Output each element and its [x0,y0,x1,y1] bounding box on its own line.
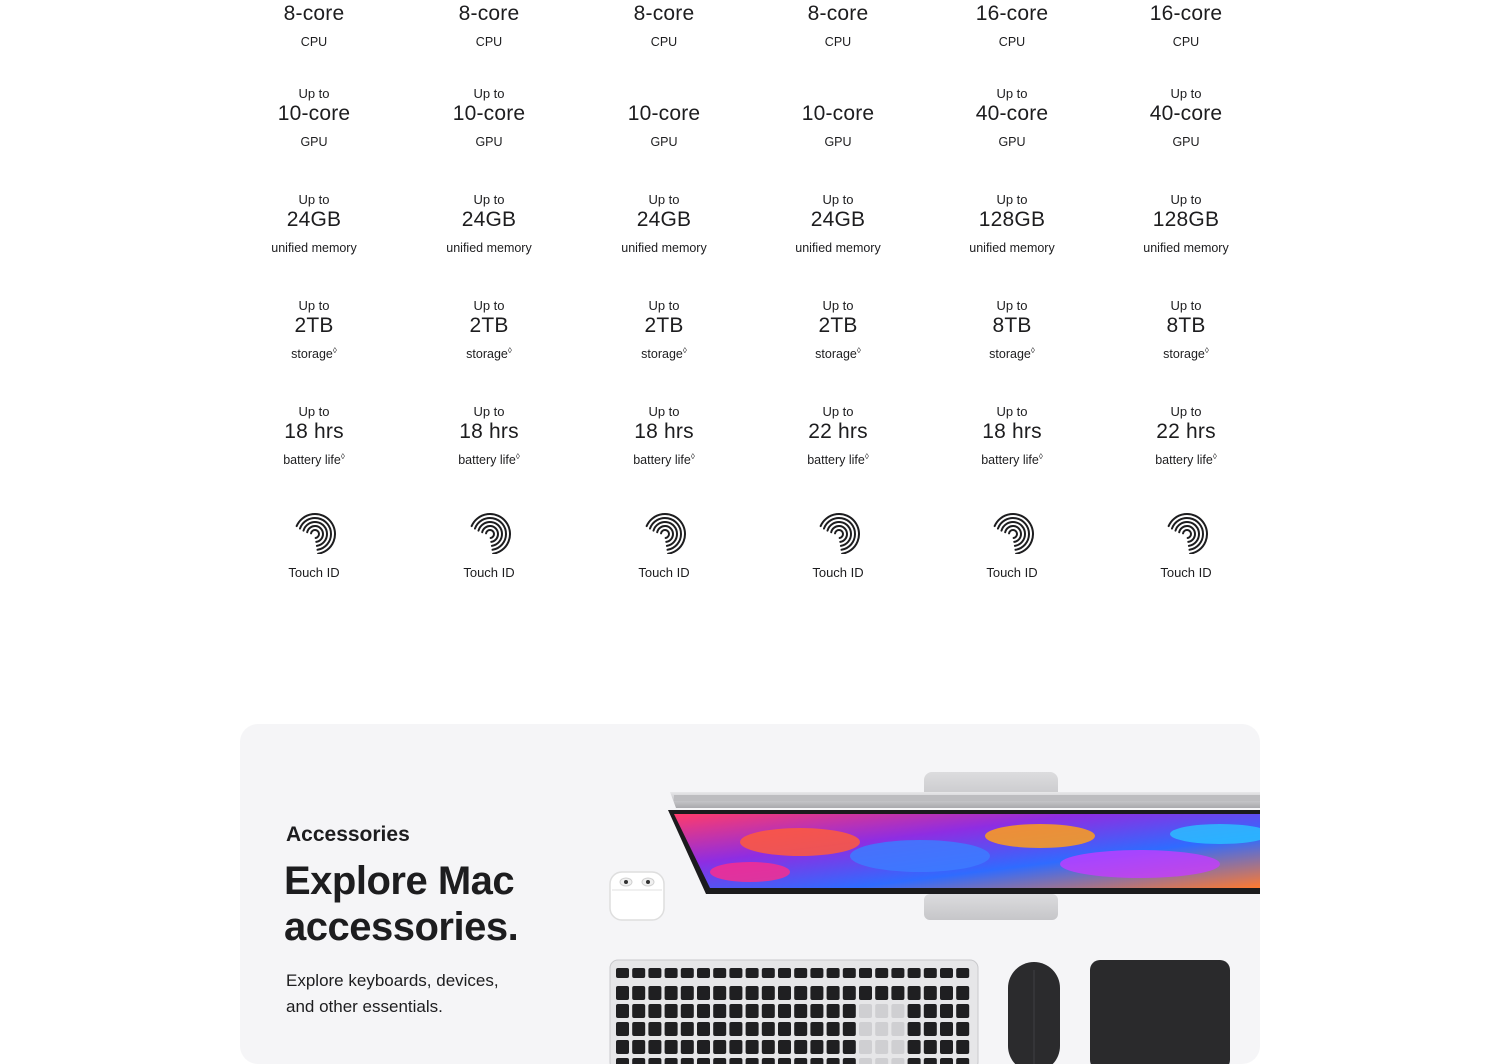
spec-value: 8-core [807,2,869,25]
spec-caption-text: battery life [807,453,865,467]
spec-caption-text: unified memory [621,241,707,255]
spec-value: 16-core [975,2,1049,25]
spec-upto-label: Up to [996,86,1028,101]
spec-caption [925,34,1099,50]
spec-value: 24GB [810,208,866,231]
spec-value: 10-core [452,102,526,125]
spec-caption-text: GPU [824,135,852,149]
magic-mouse [1008,962,1060,1064]
spec-storage [925,298,1099,378]
spec-storage [577,298,751,378]
touch-id-label: Touch ID [463,565,515,580]
spec-cpu [751,0,925,66]
spec-caption [751,452,925,468]
spec-value: 40-core [1149,102,1223,125]
footnote-marker[interactable]: ◊ [1038,451,1043,461]
spec-caption [577,134,751,150]
fingerprint-icon [1165,510,1209,554]
spec-caption-text: unified memory [1143,241,1229,255]
spec-caption [227,34,401,50]
spec-value: 24GB [636,208,692,231]
spec-value: 24GB [461,208,517,231]
spec-caption [577,452,751,468]
spec-value: 8TB [1166,314,1206,337]
spec-caption-text: unified memory [795,241,881,255]
spec-value: 8-core [633,2,695,25]
spec-upto-label: Up to [648,404,680,419]
spec-storage [402,298,576,378]
spec-memory [1099,192,1273,272]
spec-upto-label: Up to [996,192,1028,207]
spec-value: 128GB [978,208,1046,231]
spec-caption-text: CPU [824,35,852,49]
accessories-headline-line-2: accessories. [284,905,519,949]
spec-upto-label: Up to [473,298,505,313]
spec-caption-text: CPU [650,35,678,49]
footnote-marker[interactable]: ◊ [682,345,687,355]
spec-storage [751,298,925,378]
spec-caption-text: GPU [998,135,1026,149]
touch-id-label: Touch ID [288,565,340,580]
spec-memory [925,192,1099,272]
spec-caption-text: unified memory [271,241,357,255]
spec-caption-text: GPU [475,135,503,149]
spec-upto-label: Up to [473,86,505,101]
spec-caption [1099,34,1273,50]
airpods-case [610,872,664,920]
accessories-body-line-1: Explore keyboards, devices, [286,971,499,990]
spec-value: 8TB [992,314,1032,337]
spec-upto-label: Up to [996,404,1028,419]
spec-caption [751,34,925,50]
spec-upto-label: Up to [648,192,680,207]
accessories-headline [284,858,604,950]
spec-value: 2TB [294,314,334,337]
spec-caption-text: storage [1163,347,1205,361]
display-stand-base [924,894,1058,920]
spec-caption [1099,346,1273,362]
spec-memory [751,192,925,272]
accessories-card[interactable] [240,724,1260,1064]
spec-battery [227,404,401,484]
spec-caption [1099,452,1273,468]
spec-upto-label: Up to [298,298,330,313]
accessories-eyebrow: Accessories [286,823,410,846]
spec-cpu [402,0,576,66]
spec-cpu [925,0,1099,66]
spec-caption-text: battery life [458,453,516,467]
spec-value: 18 hrs [982,420,1042,443]
spec-upto-label: Up to [298,192,330,207]
spec-caption [402,240,576,256]
spec-caption-text: CPU [1172,35,1200,49]
spec-upto-label: Up to [1170,404,1202,419]
spec-caption-text: battery life [981,453,1039,467]
spec-caption-text: unified memory [446,241,532,255]
spec-caption [402,134,576,150]
spec-upto-label: Up to [996,298,1028,313]
spec-value: 18 hrs [284,420,344,443]
footnote-marker[interactable]: ◊ [864,451,869,461]
touch-id-label: Touch ID [638,565,690,580]
spec-caption [577,34,751,50]
footnote-marker[interactable]: ◊ [1212,451,1217,461]
magic-trackpad [1090,960,1230,1064]
footnote-marker[interactable]: ◊ [1030,345,1035,355]
spec-battery [925,404,1099,484]
spec-caption-text: storage [815,347,857,361]
spec-battery [751,404,925,484]
spec-caption-text: storage [466,347,508,361]
spec-upto-label: Up to [822,298,854,313]
spec-caption [1099,240,1273,256]
spec-caption [402,452,576,468]
spec-value: 22 hrs [1156,420,1216,443]
fingerprint-icon [643,510,687,554]
spec-caption [577,240,751,256]
spec-value: 18 hrs [459,420,519,443]
spec-caption [751,346,925,362]
spec-upto-label: Up to [298,404,330,419]
spec-value: 128GB [1152,208,1220,231]
spec-caption [751,134,925,150]
spec-gpu [1099,86,1273,166]
fingerprint-icon [817,510,861,554]
spec-upto-label: Up to [822,404,854,419]
spec-caption-text: storage [989,347,1031,361]
spec-caption [925,240,1099,256]
spec-caption-text: storage [641,347,683,361]
spec-upto-label: Up to [473,404,505,419]
spec-caption [227,134,401,150]
spec-cpu [1099,0,1273,66]
fingerprint-icon [468,510,512,554]
footnote-marker[interactable]: ◊ [507,345,512,355]
magic-keyboard [610,960,978,1064]
spec-caption-text: CPU [300,35,328,49]
spec-caption [925,452,1099,468]
spec-caption-text: unified memory [969,241,1055,255]
spec-value: 8-core [458,2,520,25]
accessories-product-image [600,764,1260,1064]
spec-gpu [402,86,576,166]
footnote-marker[interactable]: ◊ [690,451,695,461]
spec-gpu [751,86,925,166]
spec-gpu [925,86,1099,166]
spec-value: 10-core [801,102,875,125]
spec-caption-text: storage [291,347,333,361]
spec-storage [1099,298,1273,378]
spec-gpu [577,86,751,166]
spec-value: 8-core [283,2,345,25]
footnote-marker[interactable]: ◊ [340,451,345,461]
spec-caption [751,240,925,256]
spec-upto-label: Up to [473,192,505,207]
spec-memory [402,192,576,272]
accessories-body-line-2: and other essentials. [286,997,443,1016]
spec-caption [227,240,401,256]
spec-caption-text: CPU [475,35,503,49]
spec-caption [402,346,576,362]
spec-value: 2TB [818,314,858,337]
spec-caption [1099,134,1273,150]
accessories-body [286,968,566,1020]
spec-upto-label: Up to [648,298,680,313]
footnote-marker[interactable]: ◊ [515,451,520,461]
spec-value: 18 hrs [634,420,694,443]
footnote-marker[interactable]: ◊ [1204,345,1209,355]
spec-battery [577,404,751,484]
spec-memory [227,192,401,272]
spec-value: 10-core [627,102,701,125]
spec-caption-text: CPU [998,35,1026,49]
footnote-marker[interactable]: ◊ [856,345,861,355]
spec-upto-label: Up to [1170,86,1202,101]
spec-memory [577,192,751,272]
spec-caption [227,346,401,362]
fingerprint-icon [293,510,337,554]
spec-value: 40-core [975,102,1049,125]
spec-upto-label: Up to [822,192,854,207]
touch-id-label: Touch ID [812,565,864,580]
spec-caption-text: battery life [633,453,691,467]
spec-cpu [577,0,751,66]
spec-battery [402,404,576,484]
spec-caption-text: GPU [300,135,328,149]
spec-cpu [227,0,401,66]
spec-caption-text: GPU [650,135,678,149]
spec-value: 2TB [469,314,509,337]
spec-gpu [227,86,401,166]
spec-storage [227,298,401,378]
spec-caption [925,346,1099,362]
spec-caption-text: battery life [1155,453,1213,467]
spec-value: 24GB [286,208,342,231]
spec-caption [227,452,401,468]
spec-caption-text: GPU [1172,135,1200,149]
accessories-headline-line-1: Explore Mac [284,859,515,903]
fingerprint-icon [991,510,1035,554]
spec-value: 10-core [277,102,351,125]
touch-id-label: Touch ID [1160,565,1212,580]
footnote-marker[interactable]: ◊ [332,345,337,355]
spec-caption [402,34,576,50]
spec-value: 16-core [1149,2,1223,25]
spec-upto-label: Up to [1170,192,1202,207]
spec-caption [925,134,1099,150]
spec-caption-text: battery life [283,453,341,467]
spec-upto-label: Up to [298,86,330,101]
spec-value: 22 hrs [808,420,868,443]
touch-id-label: Touch ID [986,565,1038,580]
spec-value: 2TB [644,314,684,337]
spec-caption [577,346,751,362]
spec-upto-label: Up to [1170,298,1202,313]
spec-battery [1099,404,1273,484]
